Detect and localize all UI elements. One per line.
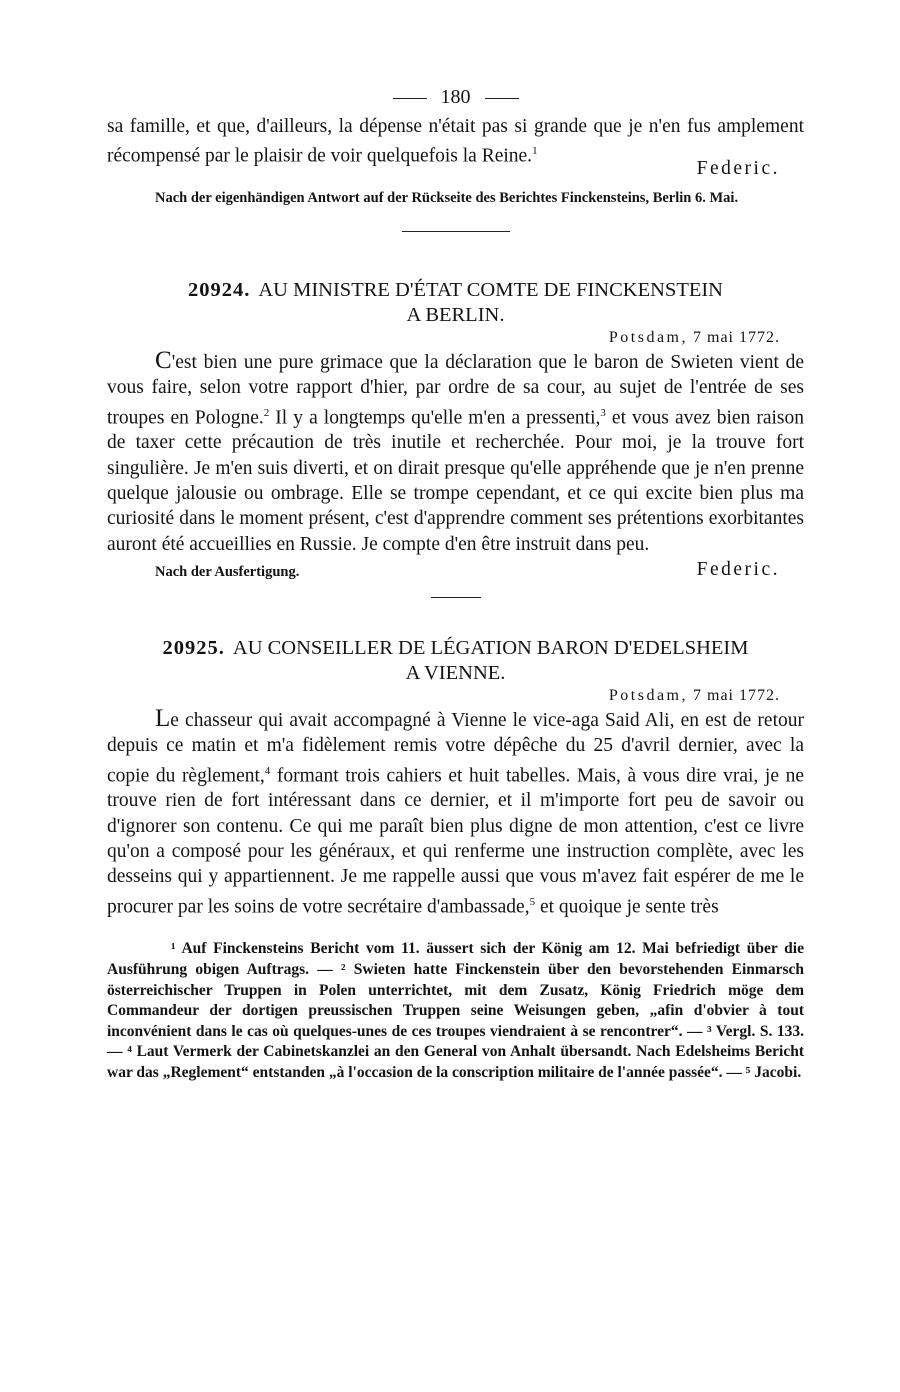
footnote-ref: 2 <box>263 406 270 419</box>
heading-line <box>107 636 804 661</box>
heading-destination: A VIENNE. <box>405 661 506 684</box>
body-text: et vous avez bien raison de taxer cette précaution de très inutile et recherchée. Pour moi, je la trouve fort singulière. Je m'en suis diverti, et on dirait presque qu'elle appréhende que je n'en prenne quelque jalousie ou ombrage. Elle se trompe cependant, et ce qui excite bien plus ma curiosité dans le moment présent, c'est d'apprendre comment ses prétentions exorbitantes auront été accueillies en Russie. Je compte d'en être instruit dans peu. <box>107 407 805 555</box>
body-text: Il y a longtemps qu'elle m'en a pressenti, <box>269 407 601 429</box>
signature: Federic. <box>696 158 780 180</box>
closing-row <box>107 559 804 581</box>
page-header <box>107 82 804 112</box>
body-text: formant trois cahiers et huit tabelles. Mais, à vous dire vrai, je ne trouve rien de fort intéressant dans ce dernier, et il m'importe fort peu de savoir ou d'ignorer son contenu. Ce qui me paraît bien plus digne de mon attention, c'est ce livre qu'on a composé pour les généraux, et qui renferme une instruction complète, avec les desseins qui y appartiennent. Je me rappelle aussi que vous m'avez fait espérer de me le procurer par les soins de votre secrétaire d'ambassade, <box>107 765 804 918</box>
body-text: e chasseur qui avait accompagné à Vienne le vice-aga Said Ali, en est de retour depuis ce matin et m'a fidèlement remis votre dépêche du 25 d'avril dernier, avec la copie du règlement, <box>107 709 804 787</box>
page-number: 180 <box>440 86 471 108</box>
footnote-ref: 1 <box>532 145 538 158</box>
section-divider <box>402 231 510 232</box>
letter-heading <box>107 278 804 328</box>
header-dash-right <box>485 98 519 99</box>
header-dash-left <box>393 98 427 99</box>
letter-number: 20924. <box>188 279 251 302</box>
heading-destination: A BERLIN. <box>406 304 505 327</box>
initial-letter: L <box>155 704 171 732</box>
body-text: 'est bien une pure grimace que la déclaration que le baron de Swieten vient de vous faire, selon votre rapport d'hier, par ordre de sa cour, au sujet de l'entrée de ses troupes en Pologne. <box>107 352 804 429</box>
section-divider <box>431 597 481 598</box>
source-note: Nach der eigenhändigen Antwort auf der Rückseite des Berichtes Finckensteins, Berlin 6. Mai. <box>155 190 739 207</box>
heading-title: AU CONSEILLER DE LÉGATION BARON D'EDELSHEIM <box>232 636 749 659</box>
letter-body <box>107 347 805 557</box>
signature: Federic. <box>696 558 780 580</box>
body-text: et quoique je sente très <box>535 896 719 918</box>
footnote-ref: 4 <box>264 764 271 777</box>
document-page <box>107 82 804 1084</box>
dateline <box>107 686 804 706</box>
footnote-ref: 3 <box>600 406 606 419</box>
letter-body <box>107 704 804 919</box>
dateline <box>107 328 804 348</box>
continuation-text: sa famille, et que, d'ailleurs, la dépense n'était pas si grande que je n'en fus amplement récompensé par le plaisir de voir quelquefois la Reine. <box>107 116 804 167</box>
date-place: Potsdam, <box>608 686 688 704</box>
footnotes: ¹ Auf Finckensteins Bericht vom 11. äussert sich der König am 12. Mai befriedigt über die Ausführung obigen Auftrags. — ² Swieten hatte Finckenstein über den bevorstehenden Einmarsch österreichischer Truppen in Polen unterrichtet, mit dem Zusatz, König Friedrich möge dem Commandeur der dortigen preussischen Truppen seine Weisungen geben, „afin d'obvier à tout inconvénient dans le cas où quelques-unes de ces troupes viendraient à se rencontrer“. — ³ Vergl. S. 133. — ⁴ Laut Vermerk der Cabinetskanzlei an den General von Anhalt übersandt. Nach Edelsheims Bericht war das „Reglement“ entstanden „à l'occasion de la conscription militaire de l'année passée“. — ⁵ Jacobi. <box>107 940 804 1081</box>
date: 7 mai 1772. <box>693 329 780 347</box>
date: 7 mai 1772. <box>693 686 780 704</box>
date-place: Potsdam, <box>608 329 688 347</box>
footnote-ref: 5 <box>529 895 536 908</box>
source-note: Nach der Ausfertigung. <box>155 563 300 580</box>
initial-letter: C <box>155 347 172 375</box>
heading-title: AU MINISTRE D'ÉTAT COMTE DE FINCKENSTEIN <box>258 279 723 302</box>
heading-line <box>107 278 804 303</box>
letter-number: 20925. <box>162 636 225 659</box>
letter-heading <box>107 636 804 686</box>
